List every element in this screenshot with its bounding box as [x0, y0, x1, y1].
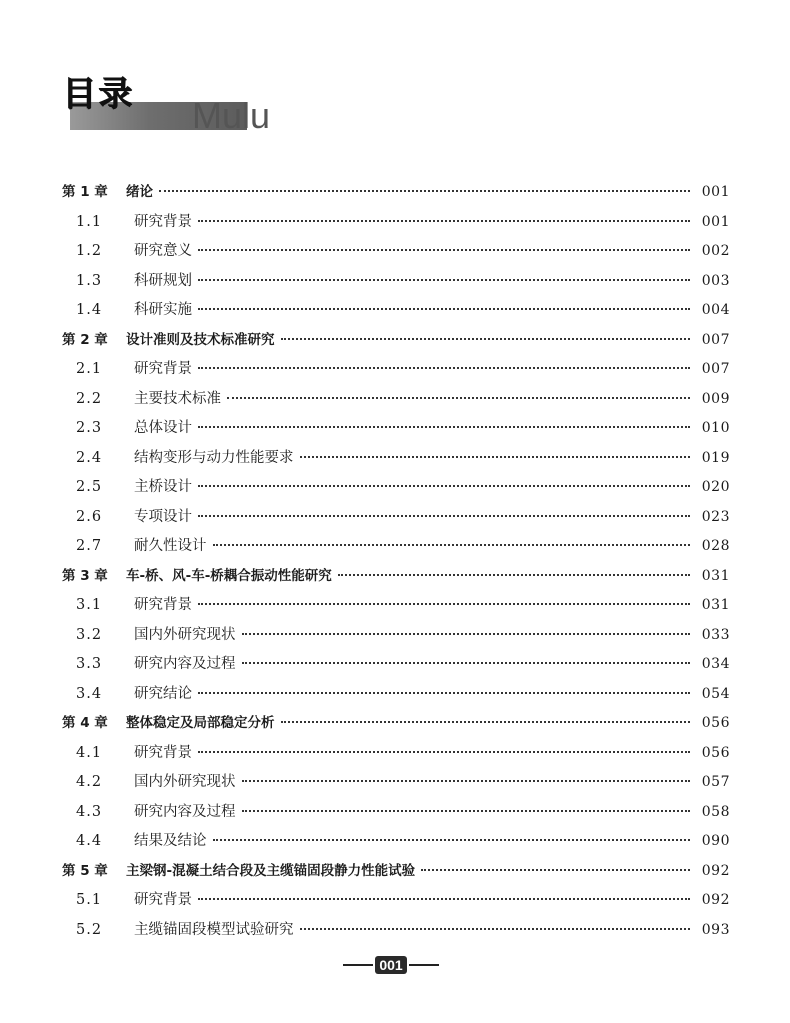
toc-section-entry[interactable]: [62, 621, 730, 651]
toc-entry-number: 4.1: [76, 744, 103, 761]
toc-chapter-entry[interactable]: [62, 562, 730, 592]
toc-entry-page: 092: [701, 892, 730, 908]
toc-section-entry[interactable]: [62, 768, 730, 798]
toc-entry-page: 057: [701, 774, 730, 790]
toc-dot-leader: [198, 278, 690, 281]
toc-entry-page: 007: [701, 331, 730, 348]
toc-entry-number: 2.5: [76, 479, 103, 495]
toc-section-entry[interactable]: [62, 591, 730, 621]
toc-entry-number: 3.2: [76, 626, 103, 643]
toc-entry-title: 国内外研究现状: [134, 626, 236, 643]
toc-entry-number: 第 5 章: [62, 862, 108, 879]
toc-entry-title: 科研实施: [134, 302, 192, 318]
toc-dot-leader: [159, 189, 690, 192]
toc-entry-page: 056: [701, 715, 730, 731]
toc-section-entry[interactable]: [62, 237, 730, 267]
toc-dot-leader: [198, 691, 690, 694]
toc-chapter-entry[interactable]: [62, 709, 730, 739]
toc-entry-number: 1.2: [76, 243, 103, 259]
toc-section-entry[interactable]: [62, 385, 730, 415]
toc-entry-number: 3.1: [76, 597, 103, 613]
toc-entry-title: 设计准则及技术标准研究: [126, 331, 275, 348]
toc-entry-title: 专项设计: [134, 508, 192, 525]
toc-entry-page: 001: [701, 184, 730, 200]
toc-dot-leader: [281, 337, 691, 340]
toc-section-entry[interactable]: [62, 414, 730, 444]
toc-entry-title: 研究背景: [134, 892, 192, 908]
toc-dot-leader: [198, 366, 690, 369]
toc-entry-title: 研究背景: [134, 597, 192, 613]
toc-entry-title: 国内外研究现状: [134, 774, 236, 790]
toc-entry-page: 054: [701, 685, 730, 702]
toc-entry-number: 第 4 章: [62, 715, 108, 731]
toc-entry-title: 主要技术标准: [134, 390, 221, 407]
toc-entry-number: 2.4: [76, 449, 103, 466]
toc-dot-leader: [198, 484, 690, 487]
toc-entry-title: 绪论: [126, 184, 153, 200]
toc-entry-page: 020: [701, 479, 730, 495]
toc-entry-number: 4.4: [76, 833, 103, 849]
toc-entry-number: 1.3: [76, 272, 103, 289]
toc-entry-title: 研究背景: [134, 361, 192, 377]
toc-dot-leader: [198, 750, 690, 753]
toc-entry-number: 4.2: [76, 774, 103, 790]
toc-section-entry[interactable]: [62, 296, 730, 326]
toc-dot-leader: [213, 543, 691, 546]
toc-entry-title: 主桥设计: [134, 479, 192, 495]
toc-entry-title: 研究意义: [134, 243, 192, 259]
toc-dot-leader: [242, 632, 691, 635]
toc-entry-page: 007: [701, 361, 730, 377]
toc-section-entry[interactable]: [62, 503, 730, 533]
toc-entry-page: 002: [701, 243, 730, 259]
toc-entry-title: 结果及结论: [134, 833, 207, 849]
toc-section-entry[interactable]: [62, 208, 730, 238]
toc-dot-leader: [338, 573, 690, 576]
toc-entry-page: 028: [701, 538, 730, 554]
toc-dot-leader: [242, 661, 691, 664]
toc-dot-leader: [213, 838, 691, 841]
toc-section-entry[interactable]: [62, 916, 730, 946]
toc-entry-number: 2.3: [76, 420, 103, 436]
toc-section-entry[interactable]: [62, 267, 730, 297]
toc-entry-page: 004: [701, 302, 730, 318]
toc-header: [62, 74, 382, 138]
toc-entry-title: 耐久性设计: [134, 538, 207, 554]
footer-rule-left: [343, 964, 373, 966]
table-of-contents: [62, 178, 730, 945]
toc-entry-page: 092: [701, 862, 730, 879]
toc-dot-leader: [198, 897, 690, 900]
toc-chapter-entry[interactable]: [62, 326, 730, 356]
toc-entry-page: 019: [701, 449, 730, 466]
toc-entry-page: 058: [701, 803, 730, 820]
toc-entry-title: 总体设计: [134, 420, 192, 436]
toc-dot-leader: [198, 248, 690, 251]
toc-dot-leader: [242, 779, 691, 782]
toc-entry-title: 整体稳定及局部稳定分析: [126, 715, 275, 731]
toc-entry-title: 研究结论: [134, 685, 192, 702]
toc-dot-leader: [300, 455, 691, 458]
toc-entry-number: 2.2: [76, 390, 103, 407]
page-footer: [343, 955, 439, 975]
toc-entry-number: 4.3: [76, 803, 103, 820]
toc-entry-number: 第 1 章: [62, 184, 108, 200]
toc-entry-page: 031: [701, 597, 730, 613]
toc-entry-title: 研究内容及过程: [134, 656, 236, 672]
toc-entry-page: 001: [701, 213, 730, 230]
header-title-cn: 目录: [62, 74, 134, 114]
toc-dot-leader: [227, 396, 690, 399]
toc-entry-number: 第 2 章: [62, 331, 108, 348]
toc-entry-title: 研究内容及过程: [134, 803, 236, 820]
toc-entry-page: 093: [701, 921, 730, 938]
toc-entry-title: 研究背景: [134, 744, 192, 761]
toc-dot-leader: [300, 927, 691, 930]
toc-section-entry[interactable]: [62, 650, 730, 680]
toc-entry-title: 车-桥、风-车-桥耦合振动性能研究: [126, 567, 332, 584]
toc-entry-page: 090: [701, 833, 730, 849]
toc-entry-number: 3.4: [76, 685, 103, 702]
toc-dot-leader: [198, 602, 690, 605]
toc-entry-page: 010: [701, 420, 730, 436]
toc-dot-leader: [198, 425, 690, 428]
toc-entry-number: 5.1: [76, 892, 103, 908]
toc-section-entry[interactable]: [62, 827, 730, 857]
toc-entry-page: 003: [701, 272, 730, 289]
toc-section-entry[interactable]: [62, 444, 730, 474]
toc-section-entry[interactable]: [62, 473, 730, 503]
toc-section-entry[interactable]: [62, 739, 730, 769]
toc-entry-page: 031: [701, 567, 730, 584]
toc-entry-number: 5.2: [76, 921, 103, 938]
toc-dot-leader: [281, 720, 691, 723]
toc-dot-leader: [198, 219, 690, 222]
toc-entry-number: 1.1: [76, 213, 103, 230]
toc-entry-title: 主缆锚固段模型试验研究: [134, 921, 294, 938]
toc-entry-number: 3.3: [76, 656, 103, 672]
toc-chapter-entry[interactable]: [62, 178, 730, 208]
toc-section-entry[interactable]: [62, 532, 730, 562]
toc-entry-number: 2.7: [76, 538, 103, 554]
toc-dot-leader: [198, 514, 690, 517]
toc-entry-title: 研究背景: [134, 213, 192, 230]
toc-chapter-entry[interactable]: [62, 857, 730, 887]
toc-dot-leader: [242, 809, 691, 812]
footer-rule-right: [409, 964, 439, 966]
toc-entry-title: 主梁钢-混凝土结合段及主缆锚固段静力性能试验: [126, 862, 416, 879]
toc-entry-title: 结构变形与动力性能要求: [134, 449, 294, 466]
toc-entry-number: 第 3 章: [62, 567, 108, 584]
toc-entry-page: 056: [701, 744, 730, 761]
toc-entry-page: 033: [701, 626, 730, 643]
toc-entry-number: 2.6: [76, 508, 103, 525]
toc-entry-number: 1.4: [76, 302, 103, 318]
toc-entry-page: 034: [701, 656, 730, 672]
toc-entry-title: 科研规划: [134, 272, 192, 289]
toc-section-entry[interactable]: [62, 886, 730, 916]
page-number: 001: [375, 956, 406, 974]
toc-section-entry[interactable]: [62, 798, 730, 828]
header-title-en: Mulu: [192, 95, 271, 136]
toc-entry-page: 009: [701, 390, 730, 407]
toc-section-entry[interactable]: [62, 680, 730, 710]
toc-section-entry[interactable]: [62, 355, 730, 385]
toc-dot-leader: [198, 307, 690, 310]
toc-entry-page: 023: [701, 508, 730, 525]
toc-entry-number: 2.1: [76, 361, 103, 377]
toc-dot-leader: [421, 868, 690, 871]
